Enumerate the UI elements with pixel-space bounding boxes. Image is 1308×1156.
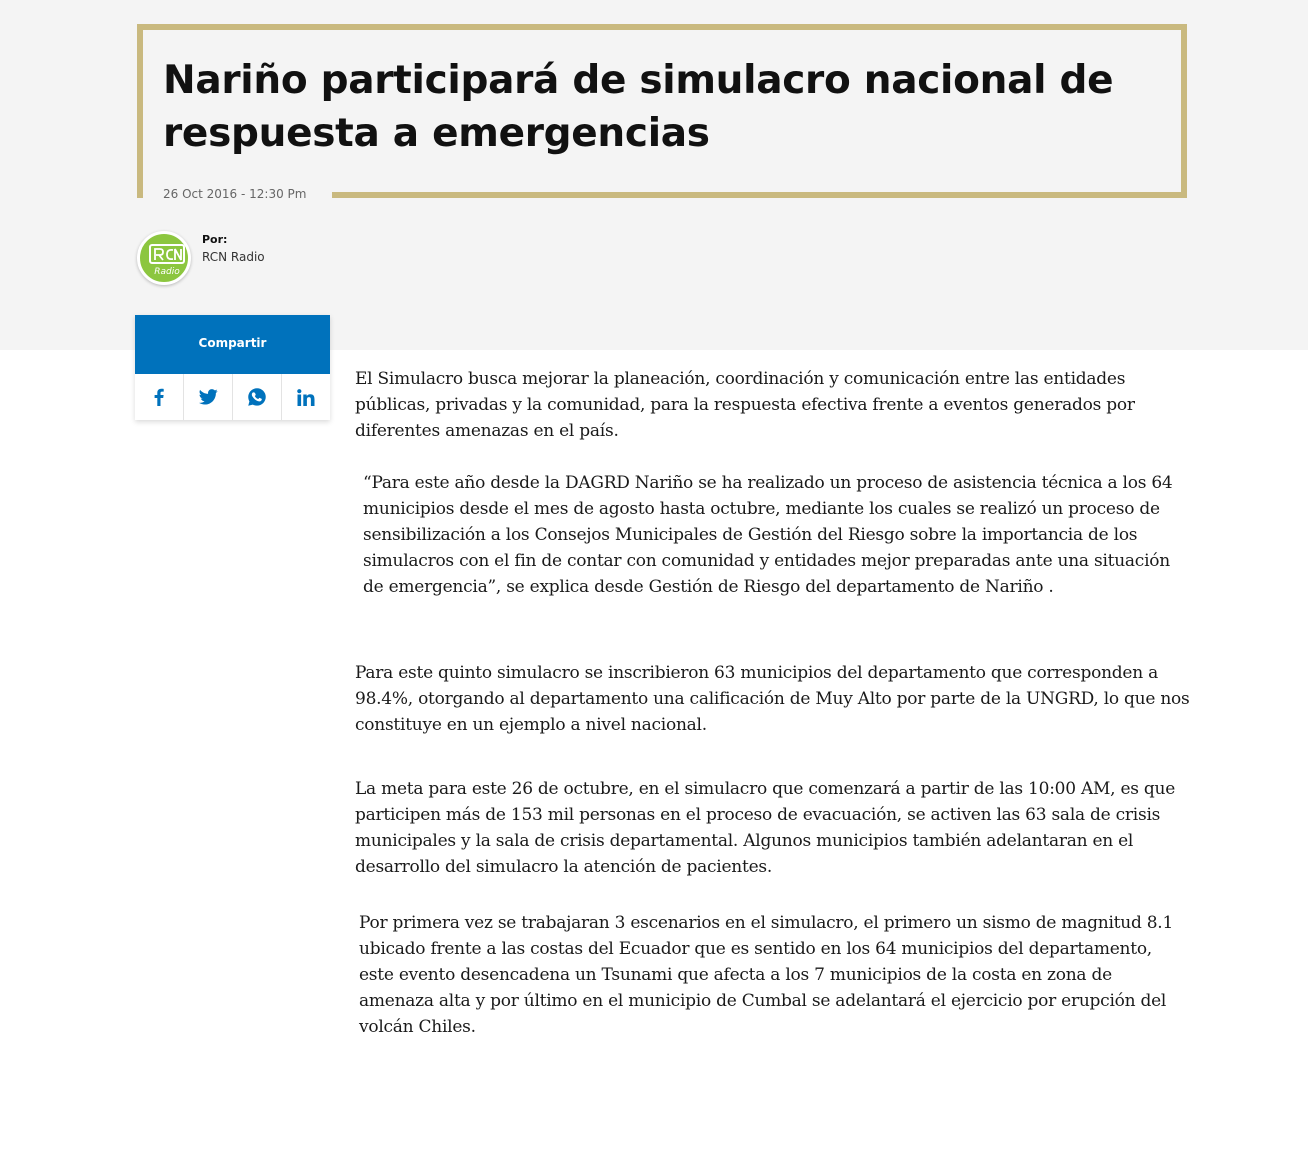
share-twitter[interactable]	[184, 374, 233, 420]
article-paragraph-1: El Simulacro busca mejorar la planeación, coordinación y comunicación entre las entidades públicas, privadas y la comunidad, para la respuesta efectiva frente a eventos generados por diferentes amenazas en el país.	[355, 369, 1135, 441]
author-name[interactable]: RCN Radio	[202, 250, 265, 264]
facebook-icon	[154, 388, 164, 406]
author-label: Por:	[202, 233, 228, 246]
share-whatsapp[interactable]	[233, 374, 282, 420]
article-date: 26 Oct 2016 - 12:30 Pm	[163, 187, 307, 201]
svg-text:Radio: Radio	[154, 267, 180, 277]
article-paragraph-2: Para este quinto simulacro se inscribieron 63 municipios del departamento que corresponden a 98.4%, otorgando al departamento una calificación de Muy Alto por parte de la UNGRD, lo que nos constituye en un ejemplo a nivel nacional.	[355, 663, 1190, 735]
share-icons-row	[135, 374, 330, 420]
whatsapp-icon	[247, 387, 267, 407]
title-frame-bottom-rule	[332, 192, 1187, 198]
share-button[interactable]: Compartir	[135, 315, 330, 374]
linkedin-icon	[297, 389, 315, 406]
article-paragraph-4: Por primera vez se trabajaran 3 escenarios en el simulacro, el primero un sismo de magnitud 8.1 ubicado frente a las costas del Ecuador que es sentido en los 64 municipios del departamento, este evento desencadena un Tsunami que afecta a los 7 municipios de la costa en zona de amenaza alta y por último en el municipio de Cumbal se adelantará el ejercicio por erupción del volcán Chiles.	[359, 913, 1174, 1037]
article-paragraph-3: La meta para este 26 de octubre, en el simulacro que comenzará a partir de las 10:00 AM, es que participen más de 153 mil personas en el proceso de evacuación, se activen las 63 sala de crisis municipales y la sala de crisis departamental. Algunos municipios también adelantaran en el desarrollo del simulacro la atención de pacientes.	[355, 779, 1176, 877]
twitter-icon	[199, 389, 218, 405]
article-title: Nariño participará de simulacro nacional de respuesta a emergencias	[163, 58, 1114, 156]
share-linkedin[interactable]	[282, 374, 330, 420]
article-quote: “Para este año desde la DAGRD Nariño se ha realizado un proceso de asistencia técnica a los 64 municipios desde el mes de agosto hasta octubre, mediante los cuales se realizó un proceso de sensibilización a los Consejos Municipales de Gestión del Riesgo sobre la importancia de los simulacros con el fin de contar con comunidad y entidades mejor preparadas ante una situación de emergencia”, se explica desde Gestión de Riesgo del departamento de Nariño .	[363, 473, 1173, 597]
share-facebook[interactable]	[135, 374, 184, 420]
rcn-radio-logo-icon	[148, 243, 186, 279]
author-avatar[interactable]	[137, 231, 191, 285]
share-panel	[135, 315, 330, 420]
